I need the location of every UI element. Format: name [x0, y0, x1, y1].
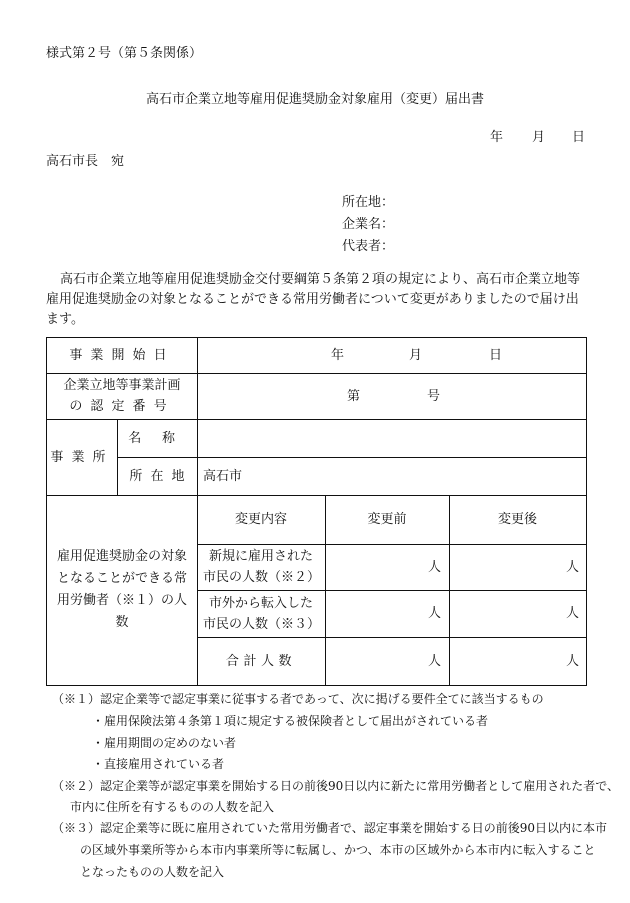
row-transfers-label: 市外から転入した市民の人数（※３）	[203, 595, 321, 632]
note-1-heading: （※１）認定企業等で認定事業に従事する者であって、次に掲げる要件全てに該当するもの	[52, 692, 544, 706]
office-name-label: 名称	[128, 430, 196, 446]
plan-number-label-line1: 企業立地等事業計画	[63, 378, 181, 393]
date-day: 日	[572, 130, 586, 145]
date-month: 月	[532, 130, 546, 145]
body-text: 高石市企業立地等雇用促進奨励金交付要綱第５条第２項の規定により、高石市企業立地等雇用促進奨励金の対象となることができる常用労働者について変更がありましたので届け出ます。	[46, 272, 581, 327]
plan-dai: 第	[347, 388, 361, 404]
date-year: 年	[490, 130, 504, 145]
start-date-label: 事業開始日	[69, 348, 175, 363]
start-year: 年	[331, 348, 345, 363]
note-1-item: ・雇用保険法第４条第１項に規定する被保険者として届出がされている者	[92, 714, 489, 728]
form-number: 様式第２号（第５条関係）	[46, 46, 203, 61]
office-location-label: 所在地	[129, 468, 193, 484]
row-total-after[interactable]: 人	[565, 653, 579, 669]
note-2-line: （※２）認定企業等が認定事業を開始する日の前後90日以内に新たに常用労働者として雇用された者で、	[52, 779, 620, 793]
col-header-before: 変更前	[367, 512, 407, 527]
col-header-change: 変更内容	[234, 512, 287, 527]
row-transfers-after[interactable]: 人	[565, 606, 579, 621]
col-header-after: 変更後	[497, 512, 537, 527]
row-new-hires-after[interactable]: 人	[565, 559, 579, 575]
plan-number-label	[47, 373, 197, 419]
applicant-representative-label: 代表者：	[342, 239, 395, 254]
office-location-value[interactable]: 高石市	[203, 468, 243, 484]
document-title: 高石市企業立地等雇用促進奨励金対象雇用（変更）届出書	[145, 92, 484, 107]
addressee: 高石市長 宛	[46, 154, 125, 169]
employees-label: 雇用促進奨励金の対象となることができる常用労働者（※１）の人数	[56, 549, 187, 630]
start-day: 日	[489, 348, 503, 363]
row-new-hires-before[interactable]: 人	[427, 559, 441, 575]
note-2-line: 市内に住所を有するものの人数を記入	[70, 800, 275, 814]
note-3-line: の区域外事業所等から本市内事業所等に転属し、かつ、本市の区域外から本市内に転入すること	[80, 843, 596, 857]
start-date-value[interactable]	[197, 338, 586, 373]
note-1-item: ・雇用期間の定めのない者	[92, 736, 237, 750]
plan-number-value[interactable]	[197, 373, 586, 419]
row-total-label: 合計人数	[225, 653, 297, 669]
notification-table	[46, 337, 587, 686]
applicant-address-label: 所在地：	[342, 195, 395, 210]
office-label: 事業所	[50, 449, 114, 465]
note-3-line: となったものの人数を記入	[80, 865, 225, 879]
applicant-company-label: 企業名：	[342, 217, 395, 232]
start-month: 月	[409, 348, 423, 363]
plan-go: 号	[427, 388, 441, 404]
note-1-item: ・直接雇用されている者	[92, 757, 225, 771]
plan-number-label-line2: の認定番号	[69, 399, 175, 414]
row-transfers-before[interactable]: 人	[427, 606, 441, 621]
row-new-hires-label: 新規に雇用された市民の人数（※２）	[203, 549, 321, 585]
row-total-before[interactable]: 人	[427, 653, 441, 669]
note-3-line: （※３）認定企業等に既に雇用されていた常用労働者で、認定事業を開始する日の前後90日以内に本市	[52, 821, 608, 835]
office-name-value[interactable]	[197, 419, 586, 457]
